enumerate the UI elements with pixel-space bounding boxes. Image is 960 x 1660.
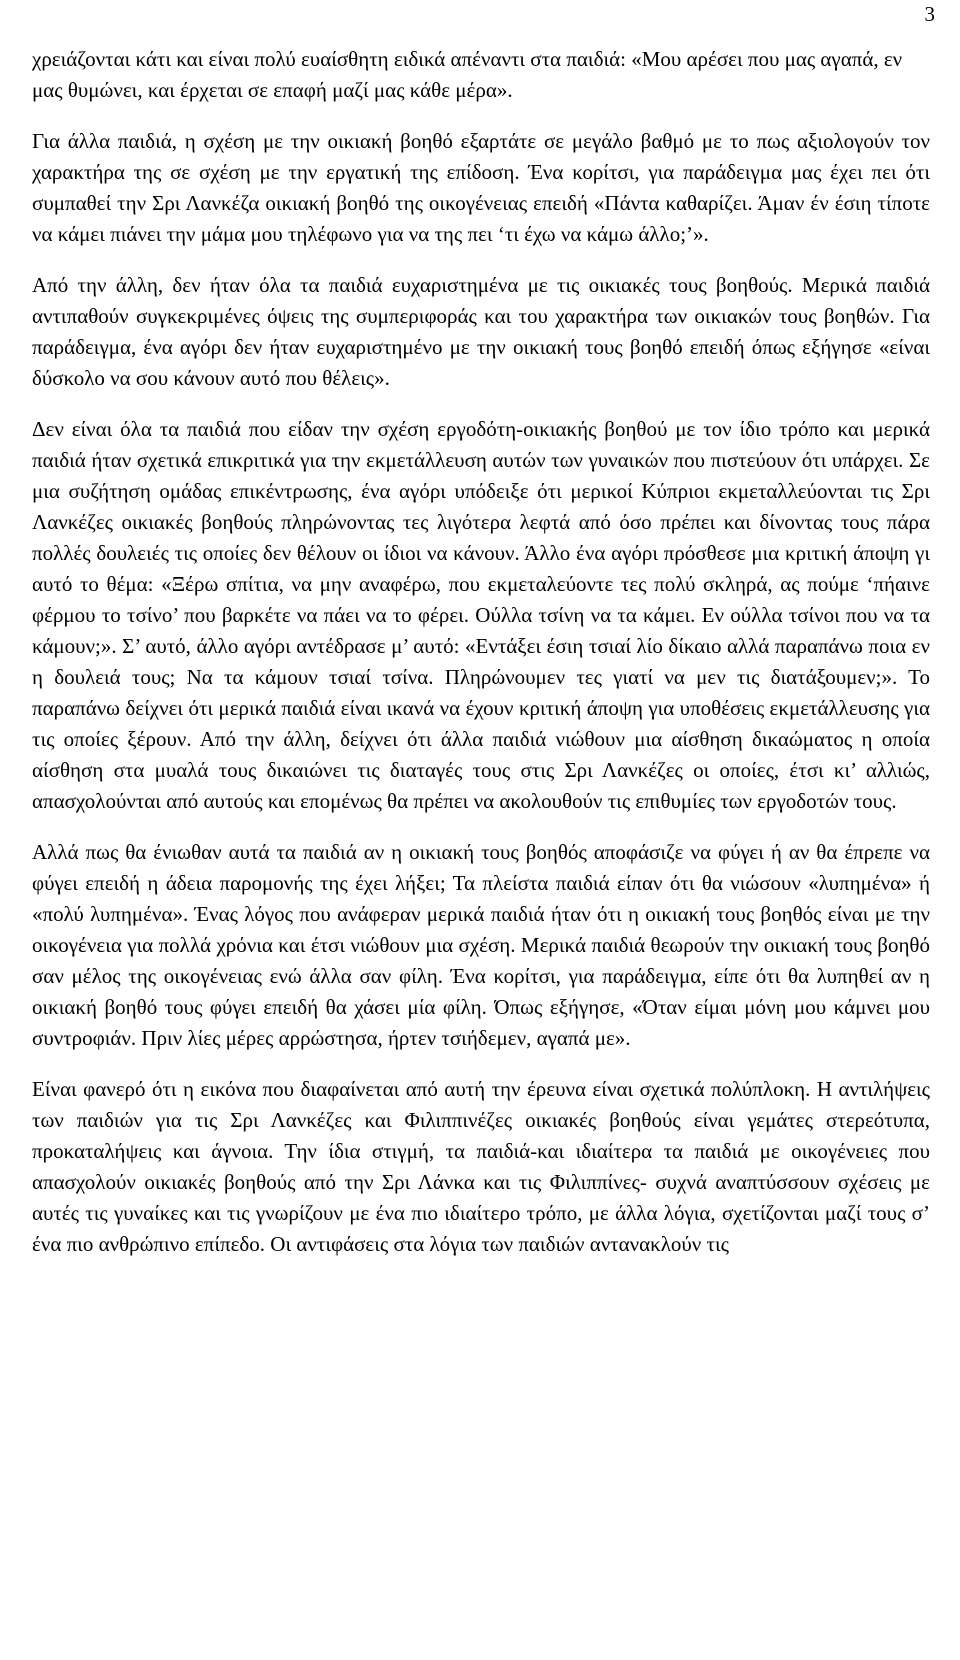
paragraph-6: Είναι φανερό ότι η εικόνα που διαφαίνεται από αυτή την έρευνα είναι σχετικά πολύπλοκη. Η αντιλήψεις των παιδιών για τις Σρι Λανκέζες και Φιλιππινέζες οικιακές βοηθούς είναι γεμάτες στερεότυπα, προκαταλήψεις και άγνοια. Την ίδια στιγμή, τα παιδιά-και ιδιαίτερα τα παιδιά με οικογένειες που απασχολούν οικιακές βοηθούς από την Σρι Λάνκα και τις Φιλιππίνες- συχνά αναπτύσσουν σχέσεις με αυτές τις γυναίκες και τις γνωρίζουν με ένα πιο ιδιαίτερο τρόπο, με άλλα λόγια, σχετίζονται μαζί τους σ’ ένα πιο ανθρώπινο επίπεδο. Οι αντιφάσεις στα λόγια των παιδιών αντανακλούν τις: [32, 1077, 930, 1256]
page-number: 3: [924, 2, 935, 26]
paragraph-3: Από την άλλη, δεν ήταν όλα τα παιδιά ευχαριστημένα με τις οικιακές τους βοηθούς. Μερικά παιδιά αντιπαθούν συγκεκριμένες όψεις της συμπεριφοράς και του χαρακτήρα των οικιακών τους βοηθών. Για παράδειγμα, ένα αγόρι δεν ήταν ευχαριστημένο με την οικιακή τους βοηθό επειδή όπως εξήγησε «είναι δύσκολο να σου κάνουν αυτό που θέλεις».: [32, 273, 930, 390]
paragraph-1: χρειάζονται κάτι και είναι πολύ ευαίσθητη ειδικά απέναντι στα παιδιά: «Μου αρέσει που μας αγαπά, εν μας θυμώνει, και έρχεται σε επαφή μαζί μας κάθε μέρα».: [32, 47, 903, 102]
paragraph-4: Δεν είναι όλα τα παιδιά που είδαν την σχέση εργοδότη-οικιακής βοηθού με τον ίδιο τρόπο και μερικά παιδιά ήταν σχετικά επικριτικά για την εκμετάλλευση αυτών των γυναικών που πιστεύουν ότι υπάρχει. Σε μια συζήτηση ομάδας επικέντρωσης, ένα αγόρι υπόδειξε ότι μερικοί Κύπριοι εκμεταλλεύονται τις Σρι Λανκέζες οικιακές βοηθούς πληρώνοντας τες λιγότερα λεφτά από όσο πρέπει και δίνοντας τους πάρα πολλές δουλειές τις οποίες δεν θέλουν οι ίδιοι να κάνουν. Άλλο ένα αγόρι πρόσθεσε μια κριτική άποψη γι αυτό το θέμα: «Ξέρω σπίτια, να μην αναφέρω, που εκμεταλεύοντε τες πολύ σκληρά, ας πούμε ‘πήαινε φέρμου το τσίνο’ που βαρκέτε να πάει να το φέρει. Ούλλα τσίνη να τα κάμει. Εν ούλλα τσίνοι που να τα κάμουν;». Σ’ αυτό, άλλο αγόρι αντέδρασε μ’ αυτό: «Εντάξει έσιη τσιαί λίο δίκαιο αλλά παραπάνω ποια εν η δουλειά τους; Να τα κάμουν τσιαί τσίνα. Πληρώνουμεν τες γιατί να μεν τις διατάξουμεν;». Το παραπάνω δείχνει ότι μερικά παιδιά είναι ικανά να έχουν κριτική άποψη για υποθέσεις εκμετάλλευσης για τις οποίες ξέρουν. Από την άλλη, δείχνει ότι άλλα παιδιά νιώθουν μια αίσθηση δικαώματος η οποία αίσθηση στα μυαλά τους δικαιώνει τις διαταγές τους στις Σρι Λανκέζες οι οποίες, έτσι κι’ αλλιώς, απασχολούνται από αυτούς και επομένως θα πρέπει να ακολουθούν τις επιθυμίες των εργοδοτών τους.: [32, 417, 930, 813]
paragraph-2: Για άλλα παιδιά, η σχέση με την οικιακή βοηθό εξαρτάτε σε μεγάλο βαθμό με το πως αξιολογούν τον χαρακτήρα της σε σχέση με την εργατική της επίδοση. Ένα κορίτσι, για παράδειγμα μας έχει πει ότι συμπαθεί την Σρι Λανκέζα οικιακή βοηθό της οικογένειας επειδή «Πάντα καθαρίζει. Άμαν έν έσιη τίποτε να κάμει πιάνει την μάμα μου τηλέφωνο για να της πει ‘τι έχω να κάμω άλλο;’».: [32, 129, 930, 246]
paragraph-5: Αλλά πως θα ένιωθαν αυτά τα παιδιά αν η οικιακή τους βοηθός αποφάσιζε να φύγει ή αν θα έπρεπε να φύγει επειδή η άδεια παρομονής της έχει λήξει; Τα πλείστα παιδιά είπαν ότι θα νιώσουν «λυπημένα» ή «πολύ λυπημένα». Ένας λόγος που ανάφεραν μερικά παιδιά ήταν ότι η οικιακή τους βοηθός είναι με την οικογένεια για πολλά χρόνια και έτσι νιώθουν μια σχέση. Μερικά παιδιά θεωρούν την οικιακή τους βοηθό σαν μέλος της οικογένειας ενώ άλλα σαν φίλη. Ένα κορίτσι, για παράδειγμα, είπε ότι θα λυπηθεί αν η οικιακή βοηθό τους φύγει επειδή θα χάσει μία φίλη. Όπως εξήγησε, «Όταν είμαι μόνη μου κάμνει μου συντροφιάν. Πριν λίες μέρες αρρώστησα, ήρτεν τσιήδεμεν, αγαπά με».: [32, 840, 930, 1050]
